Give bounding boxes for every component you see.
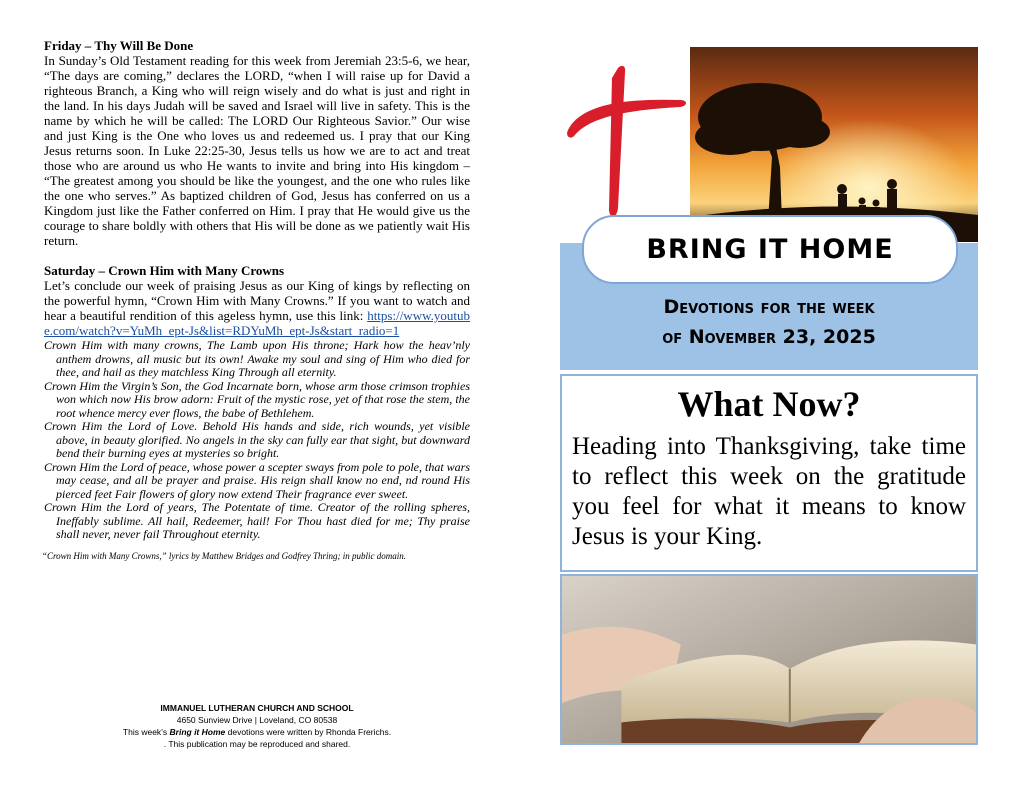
devotions-subtitle xyxy=(560,292,978,352)
what-now-heading: What Now? xyxy=(677,384,861,424)
hymn-verse: Crown Him the Lord of Love. Behold His hands and side, rich wounds, yet visible above, in beauty glorified. No angels in the sky can fully ear that sight, but downward bend their burning eyes at mysteries so bright. xyxy=(44,419,470,460)
friday-text: In Sunday’s Old Testament reading for this week from Jeremiah 23:5-6, we hear, “The days are coming,” declares the LORD, “when I will raise up for David a righteous Branch, a King who will reign wisely and do what is just and right in the land. In his days Judah will be saved and Israel will live in safety. This is the name by which he will be called: The LORD Our Righteous Savior.” Our wise and just King is the One who loves us and redeemed us. I pray that our King Jesus returns soon. In Luke 22:25-30, Jesus tells us how we are to act and treat those who are around us who He wants to invite and bring into His kingdom – “The greatest among you should be like the youngest, and the one who rules like the one who serves.” As baptized children of God, Jesus has conferred on us a Kingdom just like the Father conferred on Him. I pray that He would give us the courage to share boldly with others that His will be done as we patiently wait His return. xyxy=(44,53,470,248)
rights-line: . This publication may be reproduced and shared. xyxy=(163,739,351,749)
church-footer xyxy=(44,702,470,750)
author-line xyxy=(44,726,470,738)
author-prefix: This week’s xyxy=(122,727,170,737)
hymn-verse: Crown Him the Virgin’s Son, the God Incarnate born, whose arm those crimson trophies won which now His brow adorn: Fruit of the mystic rose, yet of that rose the stem, the root whence mercy ever flows, the babe of Bethlehem. xyxy=(44,378,470,420)
friday-heading: Friday – Thy Will Be Done xyxy=(44,38,194,53)
hymn-verse: Crown Him the Lord of peace, whose power a scepter sways from pole to pole, that wars may cease, and all be prayer and praise. His reign shall know no end, nd round His pierced feet Fair flowers of glory now extend Their fragrance ever sweet. xyxy=(44,459,470,501)
saturday-intro: Let’s conclude our week of praising Jesus as our King of kings by reflecting on the powerful hymn, “Crown Him with Many Crowns.” If you want to watch and hear a beautiful rendition of this ageless hymn, use this link: xyxy=(44,278,470,323)
youtube-link[interactable]: https://www.youtube.com/watch?v=YuMh_ept-Js&list=RDYuMh_ept-Js&start_radio=1 xyxy=(44,308,470,338)
saturday-text xyxy=(44,278,470,338)
church-name: IMMANUEL LUTHERAN CHURCH AND SCHOOL xyxy=(160,703,354,713)
church-address: 4650 Sunview Drive | Loveland, CO 80538 xyxy=(176,715,338,725)
page-title: BRING IT HOME xyxy=(582,215,958,284)
subtitle-line-2: of November 23, 2025 xyxy=(662,326,876,348)
open-bible-photo xyxy=(560,574,978,745)
saturday-heading: Saturday – Crown Him with Many Crowns xyxy=(44,263,285,278)
red-cross-logo-icon xyxy=(560,58,695,223)
hymn-verse: Crown Him with many crowns, The Lamb upon His throne; Hark how the heav’nly anthem drowns, all music but its own! Awake my soul and sing of Him who died for thee, and hail as they matchless King Through all eternity. xyxy=(44,338,470,379)
subtitle-line-1: Devotions for the week xyxy=(663,296,875,318)
publication-name: Bring it Home xyxy=(169,727,226,737)
author-suffix: devotions were written by Rhonda Frerichs. xyxy=(225,727,392,737)
hymn-lyrics xyxy=(44,339,470,542)
hymn-verse: Crown Him the Lord of years, The Potentate of time. Creator of the rolling spheres, Ineffably sublime. All hail, Redeemer, hail! For Thou hast died for me; Thy praise shall never, never fail Throughout eternity. xyxy=(44,500,470,541)
what-now-box xyxy=(560,374,978,572)
what-now-text: Heading into Thanksgiving, take time to reflect this week on the gratitude you feel for what it means to know Jesus is your King. xyxy=(572,433,966,550)
sunset-family-photo xyxy=(690,47,978,242)
devotion-column xyxy=(44,38,470,562)
hymn-credit: “Crown Him with Many Crowns,” lyrics by Matthew Bridges and Godfrey Thring; in public domain. xyxy=(42,550,406,561)
